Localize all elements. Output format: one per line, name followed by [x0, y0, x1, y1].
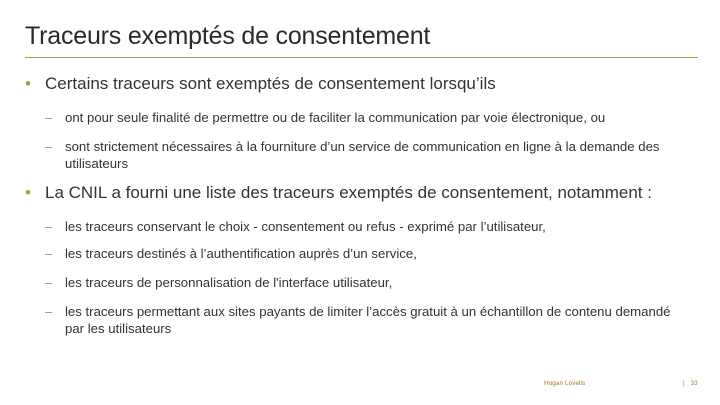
bullet-2-subitem-1 [45, 218, 685, 235]
bullet-1 [25, 74, 496, 94]
slide-title: Traceurs exemptés de consentement [25, 22, 431, 50]
bullet-2-subitem-2 [45, 245, 685, 262]
bullet-1-subitem-2 [45, 138, 685, 172]
subitem-text: les traceurs de personnalisation de l'interface utilisateur, [65, 275, 393, 290]
page-number: 33 [690, 380, 698, 387]
bullet-2-subitem-4 [45, 303, 685, 337]
bullet-2-text: La CNIL a fourni une liste des traceurs exemptés de consentement, notamment : [45, 183, 652, 202]
footer-page-number [683, 380, 698, 387]
subitem-text: les traceurs permettant aux sites payants de limiter l’accès gratuit à un échantillon de contenu demandé par les utilisateurs [65, 304, 671, 336]
bullet-2-subitem-3 [45, 274, 685, 291]
subitem-text: ont pour seule finalité de permettre ou de faciliter la communication par voie électronique, ou [65, 110, 606, 125]
subitem-text: les traceurs destinés à l’authentification auprès d’un service, [65, 246, 417, 261]
bullet-dot: • [25, 74, 31, 93]
footer-separator: | [683, 380, 685, 387]
dash-icon: – [45, 139, 53, 154]
subitem-text: sont strictement nécessaires à la fourniture d’un service de communication en ligne à la demande des utilisateurs [65, 139, 660, 171]
bullet-1-text: Certains traceurs sont exemptés de consentement lorsqu’ils [45, 74, 496, 93]
subitem-text: les traceurs conservant le choix - consentement ou refus - exprimé par l’utilisateur, [65, 219, 546, 234]
dash-icon: – [45, 219, 53, 234]
dash-icon: – [45, 275, 53, 290]
bullet-dot: • [25, 183, 31, 202]
dash-icon: – [45, 110, 53, 125]
footer-brand: Hogan Lovells [544, 380, 586, 387]
dash-icon: – [45, 246, 53, 261]
bullet-1-subitem-1 [45, 109, 685, 126]
bullet-2 [25, 183, 652, 203]
title-divider [25, 57, 698, 58]
dash-icon: – [45, 304, 53, 319]
